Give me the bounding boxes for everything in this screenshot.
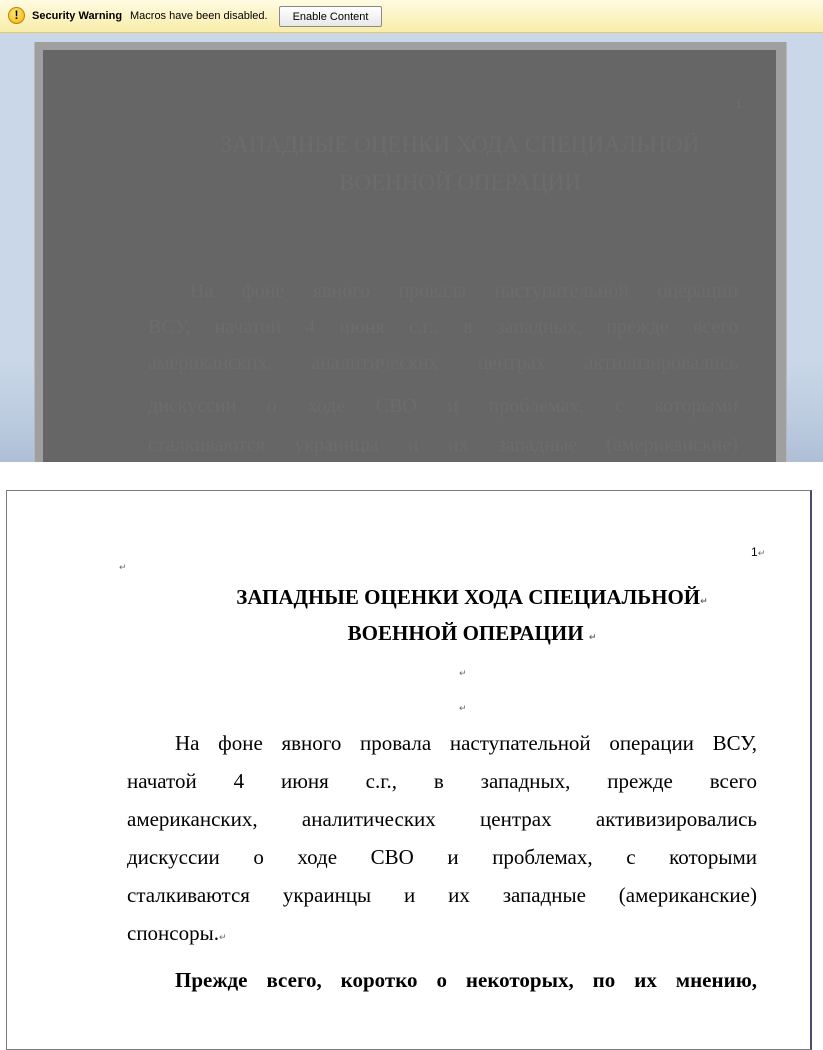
paragraph-mark: ↵ — [700, 597, 708, 607]
body-text-line: американских, аналитических центрах активизировались — [127, 807, 757, 831]
page-number: 1↵ — [751, 545, 766, 559]
body-text-line: сталкиваются украинцы и их западные (американские) — [127, 883, 757, 907]
dimmed-text-line: дискуссии о ходе СВО и проблемах, с которыми — [148, 395, 738, 417]
panel-divider — [0, 462, 823, 488]
paragraph-mark: ↵ — [757, 549, 766, 559]
dimmed-page-number: 1 — [736, 100, 742, 111]
body-text-line: На фоне явного провала наступательной операции ВСУ, — [175, 731, 757, 755]
dimmed-text-line: сталкиваются украинцы и их западные (американские) — [148, 434, 738, 456]
warning-icon: ! — [8, 7, 25, 24]
paragraph-mark: ↵ — [588, 633, 597, 643]
dimmed-text-line: На фоне явного провала наступательной операции — [190, 280, 738, 302]
dimmed-text-line: ВСУ, начатой 4 июня с.г., в западных, прежде всего — [148, 316, 738, 338]
paragraph-mark: ↵ — [119, 563, 127, 573]
document-page[interactable] — [6, 490, 812, 1050]
document-title-line: ЗАПАДНЫЕ ОЦЕНКИ ХОДА СПЕЦИАЛЬНОЙ↵ — [236, 585, 708, 609]
paragraph-mark: ↵ — [218, 933, 227, 943]
enable-content-button[interactable]: Enable Content — [279, 6, 382, 27]
dimmed-title-line: ВОЕННОЙ ОПЕРАЦИИ — [339, 170, 581, 195]
body-text-line: спонсоры.↵ — [127, 921, 227, 945]
body-text-line: Прежде всего, коротко о некоторых, по их мнению, — [175, 968, 757, 992]
faded-document-panel — [0, 0, 823, 462]
dimmed-title-line: ЗАПАДНЫЕ ОЦЕНКИ ХОДА СПЕЦИАЛЬНОЙ — [220, 132, 700, 157]
dimmed-text-line: американских, аналитических центрах активизировались — [148, 352, 738, 374]
macros-disabled-message: Macros have been disabled. — [130, 10, 268, 22]
body-text-line: начатой 4 июня с.г., в западных, прежде всего — [127, 769, 757, 793]
body-text-line: дискуссии о ходе СВО и проблемах, с которыми — [127, 845, 757, 869]
paragraph-mark: ↵ — [459, 704, 467, 714]
document-panel — [0, 488, 823, 1036]
document-title-line: ВОЕННОЙ ОПЕРАЦИИ ↵ — [347, 621, 597, 645]
security-warning-label: Security Warning — [32, 10, 123, 22]
paragraph-mark: ↵ — [459, 669, 467, 679]
security-warning-bar — [0, 0, 823, 33]
